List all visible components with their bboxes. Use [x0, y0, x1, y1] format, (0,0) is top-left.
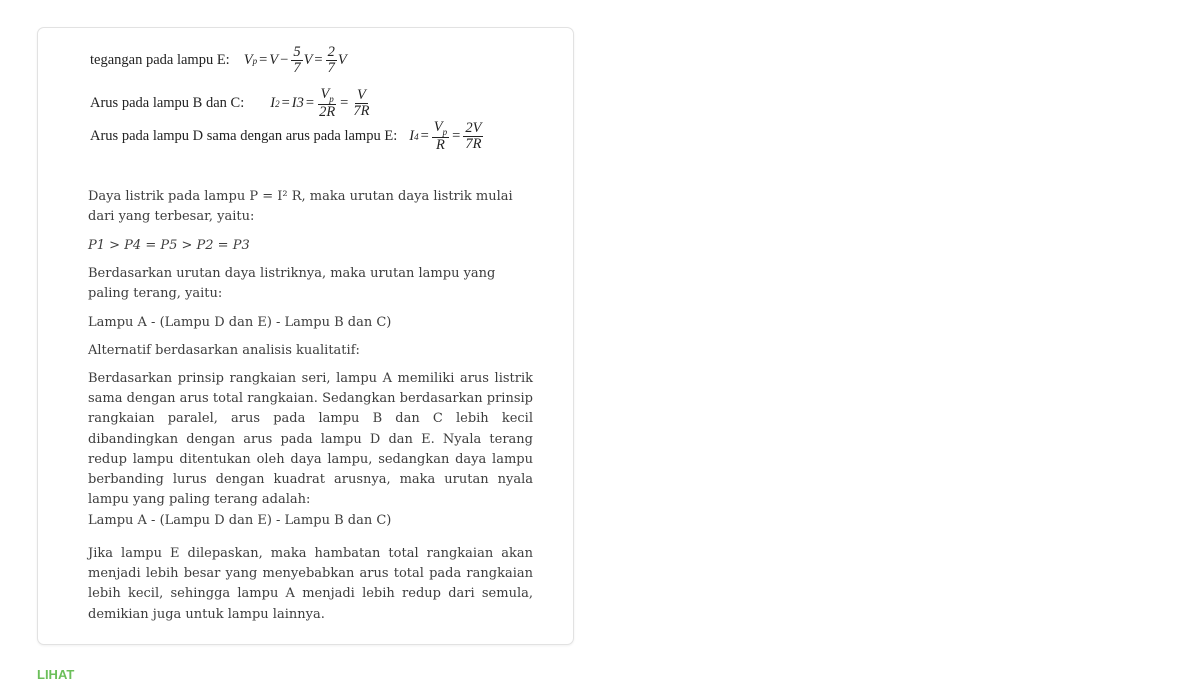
alternative-heading: Alternatif berdasarkan analisis kualitatif: [88, 343, 360, 358]
eq-symbol: V [269, 52, 279, 69]
arus-de-label: Arus pada lampu D sama dengan arus pada lampu E: [90, 128, 398, 145]
fraction: $\frac{V_p}{2R}$ [319, 86, 336, 121]
conclusion-paragraph: Jika lampu E dilepaskan, maka hambatan total rangkaian akan menjadi lebih besar yang menyebabkan arus total pada rangkaian lebih kecil, sehingga lampu A menjadi lebih redup dari semula, demikian juga untuk lampu lainnya. [88, 546, 533, 622]
fraction: $\frac{V}{7R}$ [353, 87, 370, 120]
eq-symbol: V [303, 52, 313, 69]
eq-subscript: 4 [414, 131, 419, 142]
eq-symbol: I3 [291, 95, 304, 112]
tegangan-label: tegangan pada lampu E: [90, 52, 230, 69]
tegangan-line [90, 45, 347, 76]
arus-de-equation: I 4 = $\frac{V_p}{R}$ = $\frac{2V}{7R}$ [409, 119, 482, 154]
power-order: P1 > P4 = P5 > P2 = P3 [88, 238, 250, 253]
power-paragraph: Daya listrik pada lampu P = I² R, maka urutan daya listrik mulai dari yang terbesar, yaitu: [88, 189, 513, 225]
arus-bc-equation: I 2 = I3 = $\frac{V_p}{2R}$ = $\frac{V}{7R}$ [270, 86, 370, 121]
arus-bc-label: Arus pada lampu B dan C: [90, 95, 245, 112]
fraction: $\frac{V_p}{R}$ [433, 119, 448, 154]
eq-symbol: V [337, 52, 347, 69]
brightness-order: Lampu A - (Lampu D dan E) - Lampu B dan C) [88, 315, 392, 330]
eq-subscript: 2 [275, 98, 280, 109]
fraction: $\frac{2V}{7R}$ [465, 120, 482, 153]
eq-symbol: V [243, 52, 253, 69]
eq-subscript: p [252, 55, 258, 66]
arus-bc-line [90, 87, 372, 121]
tegangan-equation: V p = V − $\frac{5}{7}$ V = $\frac{2}{7}$ V [243, 44, 347, 77]
footer-link[interactable]: LIHAT [37, 667, 75, 682]
fraction: $\frac{2}{7}$ [327, 44, 335, 77]
eq-symbol: I [409, 128, 415, 145]
fraction: $\frac{5}{7}$ [293, 44, 301, 77]
eq-symbol: I [270, 95, 276, 112]
qualitative-order: Lampu A - (Lampu D dan E) - Lampu B dan C) [88, 513, 392, 528]
brightness-paragraph: Berdasarkan urutan daya listriknya, maka urutan lampu yang paling terang, yaitu: [88, 266, 496, 302]
arus-de-line [90, 120, 484, 154]
qualitative-paragraph: Berdasarkan prinsip rangkaian seri, lampu A memiliki arus listrik sama dengan arus total rangkaian. Sedangkan berdasarkan prinsip rangkaian paralel, arus pada lampu B dan C lebih kecil dibandingkan dengan arus pada lampu D dan E. Nyala terang redup lampu ditentukan oleh daya lampu, sedangkan daya lampu berbanding lurus dengan kuadrat arusnya, maka urutan nyala lampu yang paling terang adalah: [88, 371, 533, 508]
